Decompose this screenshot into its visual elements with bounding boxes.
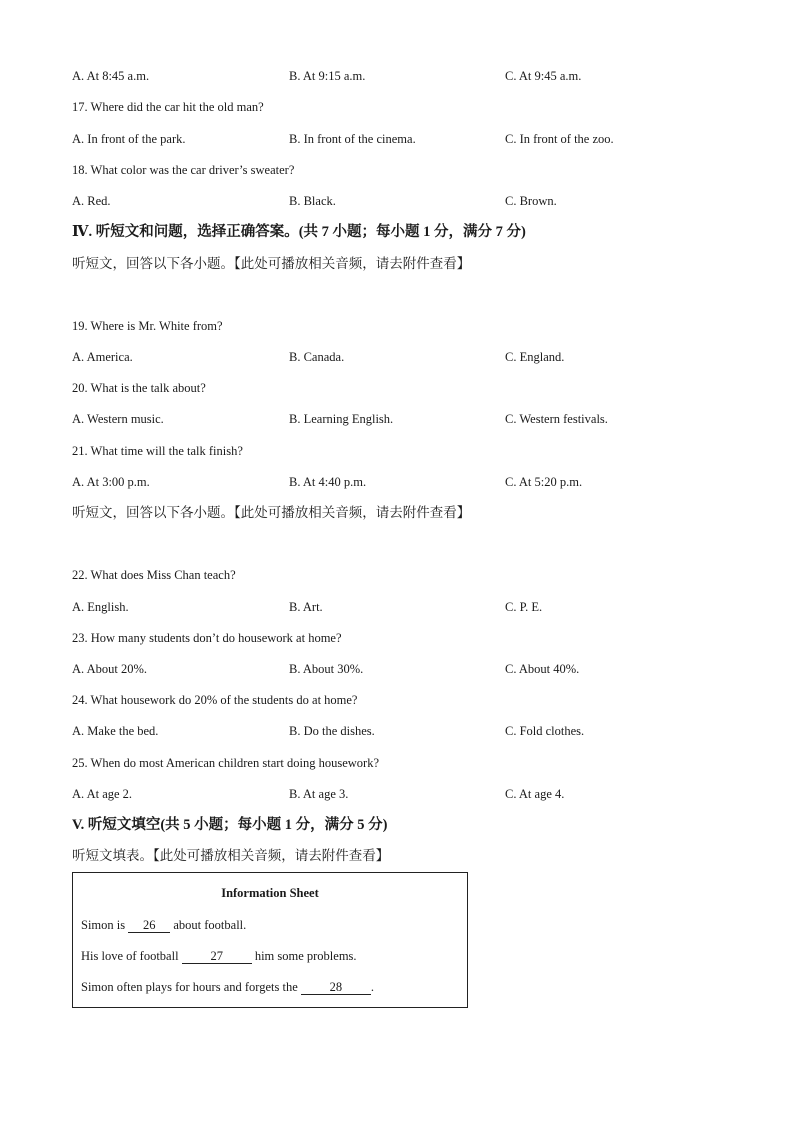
question-22: 22. What does Miss Chan teach? <box>72 568 236 582</box>
option-18-c: C. Brown. <box>505 194 557 208</box>
sheet-line-28-after: . <box>370 980 374 994</box>
section-5-heading: V. 听短文填空(共 5 小题；每小题 1 分，满分 5 分) <box>72 817 388 833</box>
sheet-line-28 <box>81 980 374 995</box>
blank-28[interactable]: 28 <box>301 980 371 995</box>
sheet-line-26-before: Simon is <box>81 918 129 932</box>
sheet-line-27 <box>81 949 357 964</box>
option-24-c: C. Fold clothes. <box>505 724 585 738</box>
option-17-c: C. In front of the zoo. <box>505 132 614 146</box>
option-25-b: B. At age 3. <box>289 787 349 801</box>
question-17: 17. Where did the car hit the old man? <box>72 100 264 114</box>
information-sheet-title: Information Sheet <box>221 886 319 900</box>
option-21-b: B. At 4:40 p.m. <box>289 475 367 489</box>
option-22-b: B. Art. <box>289 600 323 614</box>
sheet-line-26-after: about football. <box>170 918 247 932</box>
section-5-instruction: 听短文填表。【此处可播放相关音频，请去附件查看】 <box>72 848 390 863</box>
option-17-a: A. In front of the park. <box>72 132 186 146</box>
option-20-c: C. Western festivals. <box>505 412 608 426</box>
option-19-a: A. America. <box>72 350 133 364</box>
option-19-c: C. England. <box>505 350 565 364</box>
question-19: 19. Where is Mr. White from? <box>72 319 223 333</box>
question-20: 20. What is the talk about? <box>72 381 206 395</box>
option-18-b: B. Black. <box>289 194 336 208</box>
question-18: 18. What color was the car driver’s sweater? <box>72 163 295 177</box>
option-24-b: B. Do the dishes. <box>289 724 375 738</box>
option-16-c: C. At 9:45 a.m. <box>505 69 582 83</box>
section-4-instruction-2: 听短文，回答以下各小题。【此处可播放相关音频，请去附件查看】 <box>72 505 471 520</box>
option-21-c: C. At 5:20 p.m. <box>505 475 583 489</box>
sheet-line-27-after: him some problems. <box>251 949 357 963</box>
option-16-a: A. At 8:45 a.m. <box>72 69 150 83</box>
question-23: 23. How many students don’t do housework at home? <box>72 631 342 645</box>
option-25-a: A. At age 2. <box>72 787 133 801</box>
sheet-line-27-before: His love of football <box>81 949 182 963</box>
blank-26[interactable]: 26 <box>128 918 170 933</box>
sheet-line-28-before: Simon often plays for hours and forgets the <box>81 980 301 994</box>
option-25-c: C. At age 4. <box>505 787 565 801</box>
information-sheet <box>72 872 468 1008</box>
question-21: 21. What time will the talk finish? <box>72 444 243 458</box>
blank-27[interactable]: 27 <box>182 949 252 964</box>
question-25: 25. When do most American children start doing housework? <box>72 756 379 770</box>
option-24-a: A. Make the bed. <box>72 724 159 738</box>
option-23-a: A. About 20%. <box>72 662 147 676</box>
option-20-b: B. Learning English. <box>289 412 394 426</box>
option-21-a: A. At 3:00 p.m. <box>72 475 150 489</box>
question-24: 24. What housework do 20% of the students do at home? <box>72 693 358 707</box>
option-16-b: B. At 9:15 a.m. <box>289 69 366 83</box>
option-20-a: A. Western music. <box>72 412 164 426</box>
section-4-heading: Ⅳ. 听短文和问题，选择正确答案。(共 7 小题；每小题 1 分，满分 7 分) <box>72 224 526 240</box>
section-4-instruction-1: 听短文，回答以下各小题。【此处可播放相关音频，请去附件查看】 <box>72 256 471 271</box>
option-22-a: A. English. <box>72 600 129 614</box>
option-17-b: B. In front of the cinema. <box>289 132 416 146</box>
sheet-line-26 <box>81 918 246 933</box>
option-23-c: C. About 40%. <box>505 662 580 676</box>
option-23-b: B. About 30%. <box>289 662 364 676</box>
option-22-c: C. P. E. <box>505 600 543 614</box>
option-18-a: A. Red. <box>72 194 111 208</box>
option-19-b: B. Canada. <box>289 350 345 364</box>
